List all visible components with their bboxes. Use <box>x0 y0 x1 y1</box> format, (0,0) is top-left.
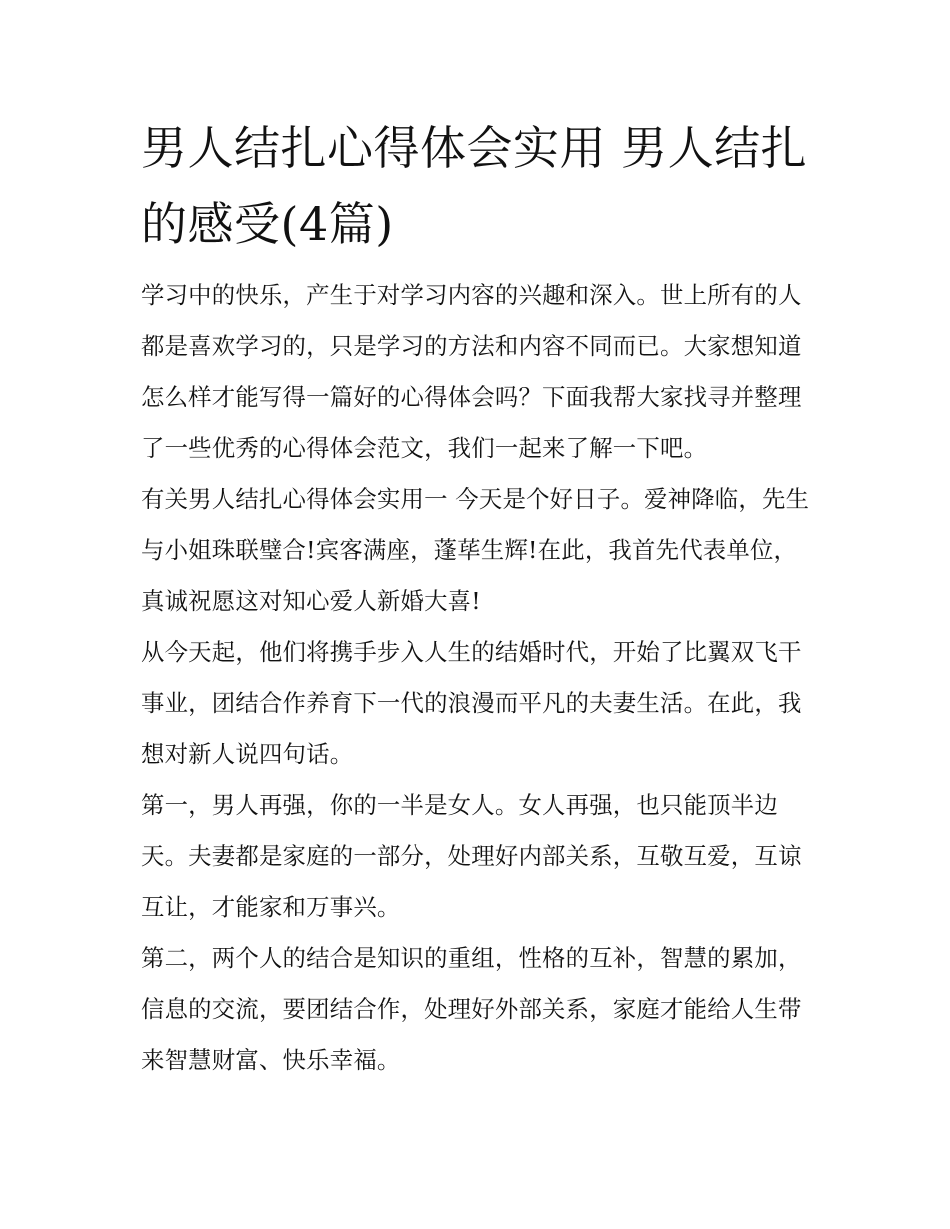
paragraph-from-today: 从今天起，他们将携手步入人生的结婚时代，开始了比翼双飞干事业，团结合作养育下一代的浪漫而平凡的夫妻生活。在此，我想对新人说四句话。 <box>141 638 802 768</box>
paragraph-first-point: 第一，男人再强，你的一半是女人。女人再强，也只能顶半边天。夫妻都是家庭的一部分，处理好内部关系，互敬互爱，互谅互让，才能家和万事兴。 <box>141 791 802 921</box>
document-paragraphs <box>141 270 813 1086</box>
paragraph-greeting: 有关男人结扎心得体会实用一 今天是个好日子。爱神降临，先生与小姐珠联璧合!宾客满座，蓬荜生辉!在此，我首先代表单位，真诚祝愿这对知心爱人新婚大喜! <box>141 485 810 615</box>
paragraph-second-point: 第二，两个人的结合是知识的重组，性格的互补，智慧的累加，信息的交流，要团结合作，处理好外部关系，家庭才能给人生带来智慧财富、快乐幸福。 <box>141 944 802 1074</box>
document-title: 男人结扎心得体会实用 男人结扎的感受(4篇) <box>141 121 808 251</box>
paragraph-intro: 学习中的快乐，产生于对学习内容的兴趣和深入。世上所有的人都是喜欢学习的，只是学习的方法和内容不同而已。大家想知道怎么样才能写得一篇好的心得体会吗？下面我帮大家找寻并整理了一些优秀的心得体会范文，我们一起来了解一下吧。 <box>141 281 802 462</box>
document-body <box>141 110 813 1086</box>
